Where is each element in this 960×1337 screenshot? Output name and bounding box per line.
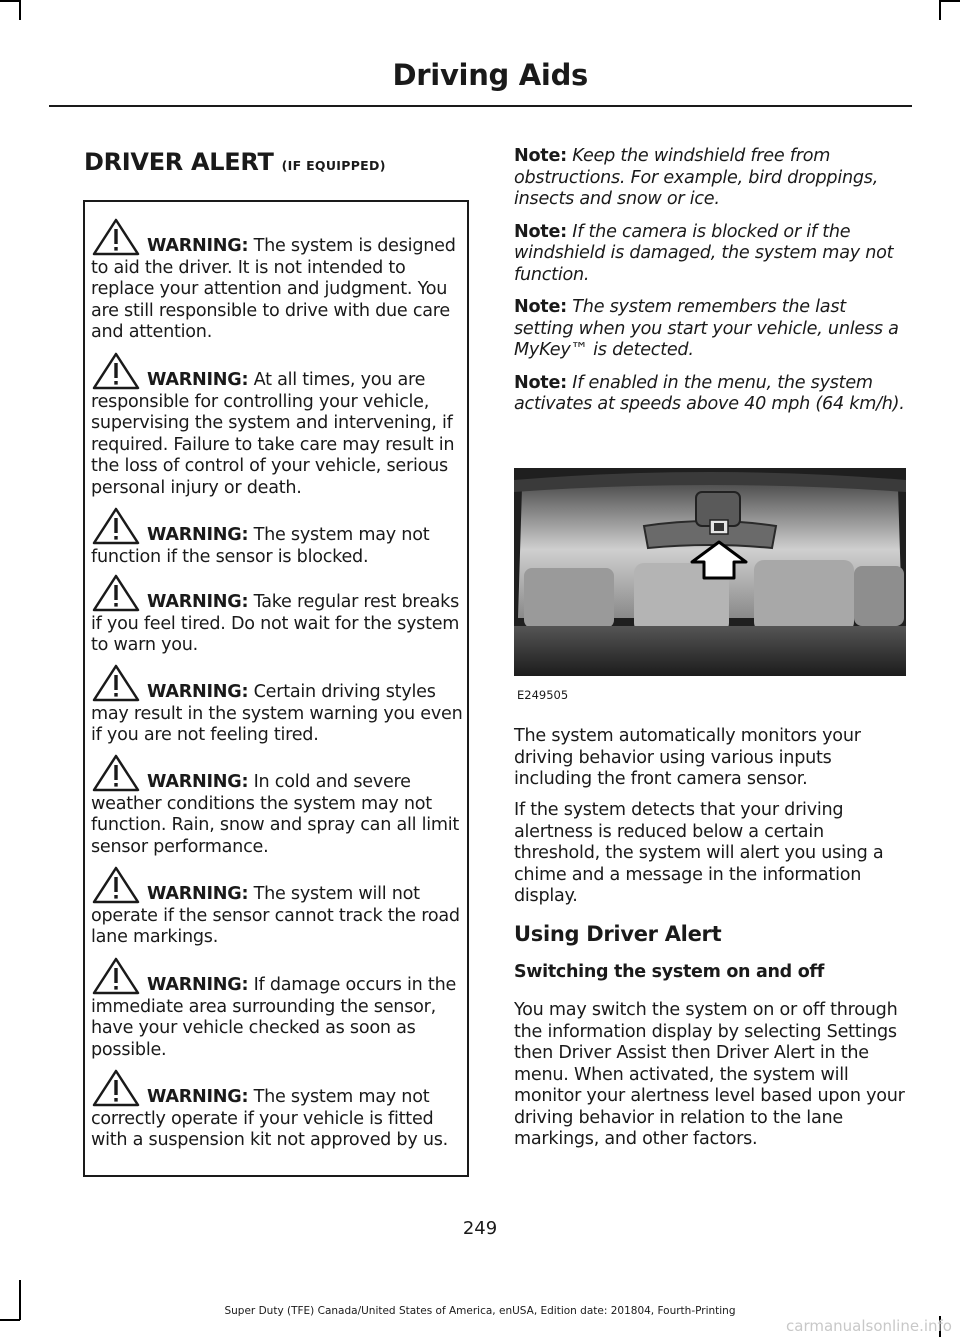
page-header-title: Driving Aids — [392, 58, 588, 92]
warning-label: WARNING: — [147, 236, 249, 256]
note-item — [514, 146, 910, 211]
warning-label: WARNING: — [147, 370, 249, 390]
crop-mark — [19, 0, 21, 20]
warning-triangle-icon — [91, 218, 141, 258]
warning-triangle-icon — [91, 866, 141, 906]
page-number: 249 — [462, 1218, 498, 1239]
note-label: Note: — [514, 372, 567, 393]
paragraph: The system automatically monitors your driving behavior using various inputs including the front camera sensor. — [514, 726, 861, 789]
crop-mark — [940, 0, 960, 2]
header-divider — [49, 105, 912, 107]
warning-text: The system may not function if the sensor is blocked. — [91, 525, 430, 567]
warning-item — [91, 975, 463, 1061]
note-text: If the camera is blocked or if the windshield is damaged, the system may not function. — [514, 221, 894, 285]
warning-text: If damage occurs in the immediate area surrounding the sensor, have your vehicle checked as soon as possible. — [91, 975, 457, 1060]
footer-text: Super Duty (TFE) Canada/United States of America, enUSA, Edition date: 201804, Fourth-Printing — [224, 1305, 736, 1317]
note-item — [514, 222, 910, 287]
warning-item — [91, 370, 463, 499]
warning-text: At all times, you are responsible for controlling your vehicle, supervising the system and intervening, if required. Failure to take care may result in the loss of control of your vehicle, serious personal injury or death. — [91, 370, 455, 498]
section-heading — [84, 148, 474, 180]
note-item — [514, 373, 910, 416]
warning-label: WARNING: — [147, 682, 249, 702]
warning-triangle-icon — [91, 754, 141, 794]
watermark: carmanualsonline.info — [786, 1317, 952, 1335]
warning-text: The system may not correctly operate if your vehicle is fitted with a suspension kit not approved by us. — [91, 1087, 449, 1150]
warning-text: Take regular rest breaks if you feel tired. Do not wait for the system to warn you. — [91, 592, 460, 655]
subsection-title: Using Driver Alert — [514, 922, 722, 946]
section-title — [84, 148, 474, 180]
paragraph: You may switch the system on or off through the information display by selecting Settings then Driver Assist then Driver Alert in the menu. When activated, the system will monitor your alertness level based upon your driving behavior in relation to the lane markings, and other factors. — [514, 1000, 905, 1149]
warning-triangle-icon — [91, 957, 141, 997]
subsection-subtitle: Switching the system on and off — [514, 962, 825, 982]
section-title-text: DRIVER ALERT — [84, 148, 274, 176]
note-item — [514, 297, 910, 362]
warning-label: WARNING: — [147, 884, 249, 904]
warning-label: WARNING: — [147, 975, 249, 995]
notes-column — [514, 146, 910, 427]
warning-item — [91, 772, 463, 858]
warning-triangle-icon — [91, 1069, 141, 1109]
warning-text: In cold and severe weather conditions the system may not function. Rain, snow and spray can all limit sensor performance. — [91, 772, 460, 857]
note-label: Note: — [514, 297, 567, 317]
warning-text: Certain driving styles may result in the system warning you even if you are not feeling tired. — [91, 682, 463, 745]
note-label: Note: — [514, 146, 567, 166]
warning-label: WARNING: — [147, 525, 249, 545]
windshield-camera-illustration — [514, 468, 906, 676]
note-text: Keep the windshield free from obstructions. For example, bird droppings, insects and snow or ice. — [514, 146, 879, 209]
warning-item — [91, 525, 463, 568]
warning-triangle-icon — [91, 352, 141, 392]
note-text: If enabled in the menu, the system activates at speeds above 40 mph (64 km/h). — [514, 372, 905, 414]
camera-location-figure — [514, 468, 906, 676]
warning-triangle-icon — [91, 664, 141, 704]
warning-text: The system is designed to aid the driver. It is not intended to replace your attention and judgment. You are still responsible to drive with due care and attention. — [91, 236, 456, 342]
warning-box — [83, 200, 469, 1177]
warning-triangle-icon — [91, 574, 141, 614]
crop-mark — [0, 1319, 20, 1321]
crop-mark — [939, 0, 941, 20]
warning-item — [91, 592, 463, 657]
warning-item — [91, 682, 463, 747]
warning-label: WARNING: — [147, 592, 249, 612]
warning-item — [91, 236, 463, 344]
warning-triangle-icon — [91, 507, 141, 547]
crop-mark — [0, 0, 20, 2]
warning-item — [91, 1087, 463, 1152]
warning-label: WARNING: — [147, 772, 249, 792]
note-text: The system remembers the last setting when you start your vehicle, unless a MyKey™ is detected. — [514, 297, 899, 360]
warning-label: WARNING: — [147, 1087, 249, 1107]
warning-text: The system will not operate if the sensor cannot track the road lane markings. — [91, 884, 460, 947]
warning-item — [91, 884, 463, 949]
figure-code: E249505 — [517, 688, 569, 702]
note-label: Note: — [514, 221, 567, 242]
section-title-suffix: (IF EQUIPPED) — [281, 158, 386, 173]
paragraph: If the system detects that your driving alertness is reduced below a certain threshold, the system will alert you using a chime and a message in the information display. — [514, 800, 884, 906]
